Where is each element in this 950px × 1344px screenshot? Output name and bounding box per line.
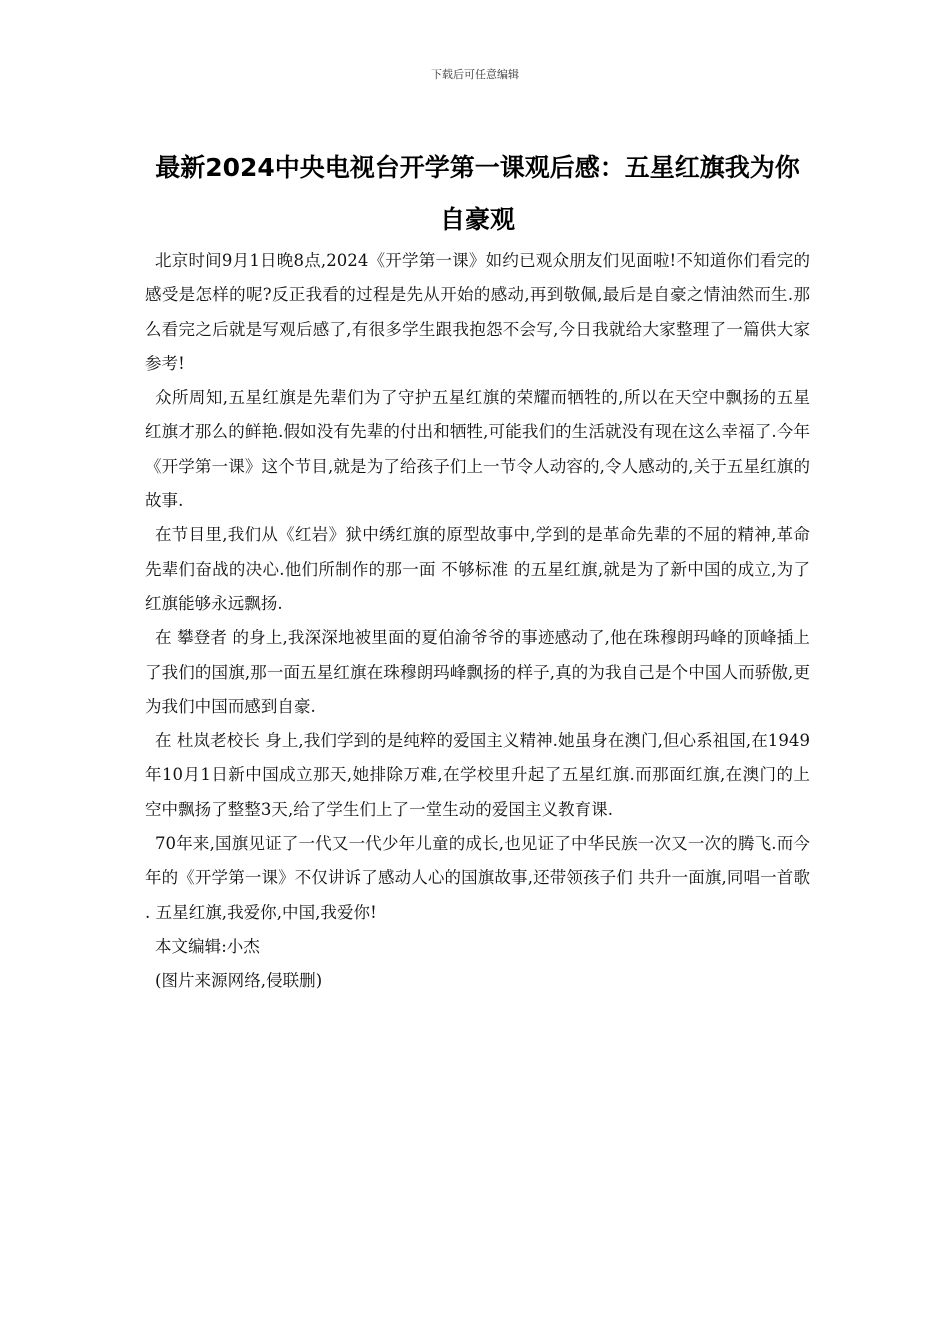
paragraph-red-rock: 在节目里,我们从《红岩》狱中绣红旗的原型故事中,学到的是革命先辈的不屈的精神,革命先辈们奋战的决心.他们所制作的那一面 不够标准 的五星红旗,就是为了新中国的成立,为了红旗能够永远飘扬. (145, 525, 810, 613)
paragraph-image-source: (图片来源网络,侵联删) (155, 971, 323, 991)
paragraph-editor: 本文编辑:小杰 (155, 936, 260, 956)
paragraph-climber: 在 攀登者 的身上,我深深地被里面的夏伯渝爷爷的事迹感动了,他在珠穆朗玛峰的顶峰插上了我们的国旗,那一面五星红旗在珠穆朗玛峰飘扬的样子,真的为我自己是个中国人而骄傲,更为我们中国而感到自豪. (145, 628, 810, 716)
header-note: 下载后可任意编辑 (431, 68, 519, 81)
paragraph-flag-sacrifice: 众所周知,五星红旗是先辈们为了守护五星红旗的荣耀而牺牲的,所以在天空中飘扬的五星红旗才那么的鲜艳.假如没有先辈的付出和牺牲,可能我们的生活就没有现在这么幸福了.今年《开学第一课》这个节目,就是为了给孩子们上一节令人动容的,令人感动的,关于五星红旗的故事. (145, 388, 810, 511)
paragraph-principal: 在 杜岚老校长 身上,我们学到的是纯粹的爱国主义精神.她虽身在澳门,但心系祖国,在1949年10月1日新中国成立那天,她排除万难,在学校里升起了五星红旗.而那面红旗,在澳门的上空中飘扬了整整3天,给了学生们上了一堂生动的爱国主义教育课. (145, 731, 810, 819)
paragraph-conclusion: 70年来,国旗见证了一代又一代少年儿童的成长,也见证了中华民族一次又一次的腾飞.而今年的《开学第一课》不仅讲诉了感动人心的国旗故事,还带领孩子们 共升一面旗,同唱一首歌 . 五星红旗,我爱你,中国,我爱你! (145, 834, 810, 922)
article-body (145, 244, 810, 999)
article-title: 最新2024中央电视台开学第一课观后感：五星红旗我为你自豪观 (155, 153, 800, 234)
paragraph-intro: 北京时间9月1日晚8点,2024《开学第一课》如约已观众朋友们见面啦!不知道你们看完的感受是怎样的呢?反正我看的过程是先从开始的感动,再到敬佩,最后是自豪之情油然而生.那么看完之后就是写观后感了,有很多学生跟我抱怨不会写,今日我就给大家整理了一篇供大家参考! (145, 251, 810, 373)
